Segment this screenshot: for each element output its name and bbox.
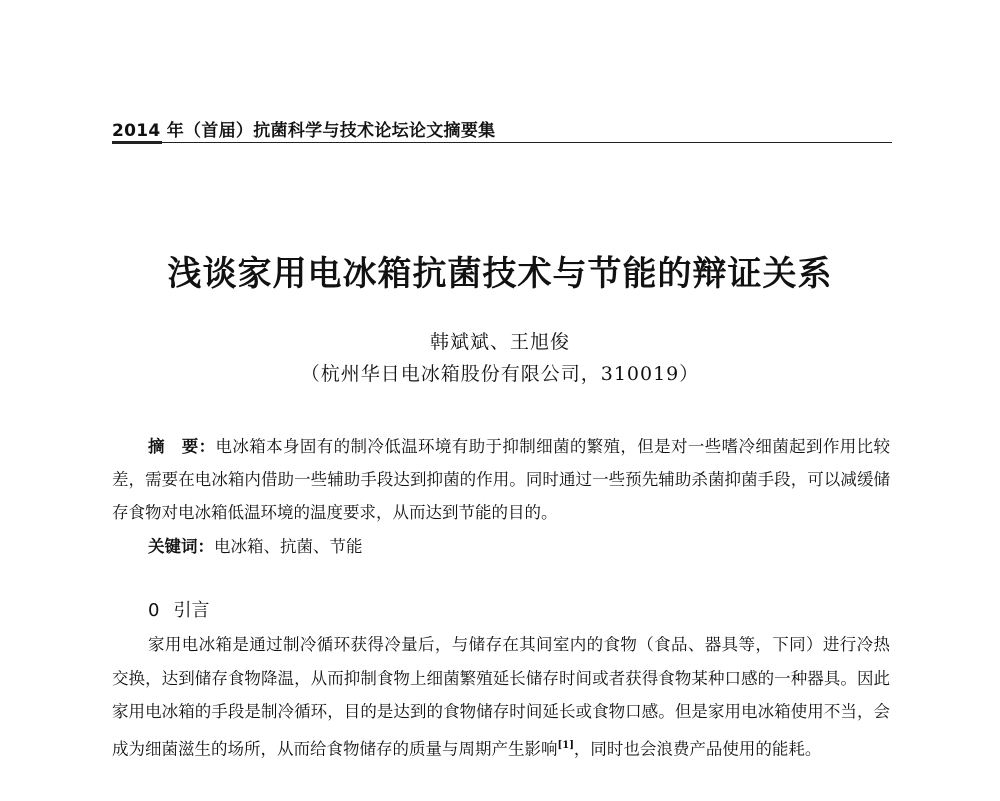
- keywords-label: 关键词：: [148, 537, 214, 556]
- citation-marker[interactable]: [1]: [557, 739, 574, 751]
- header-rule-accent: [112, 141, 162, 144]
- paper-title: 浅谈家用电冰箱抗菌技术与节能的辩证关系: [167, 254, 833, 294]
- section-title: 引言: [173, 600, 210, 621]
- section-heading: [148, 596, 209, 622]
- header-rule: [112, 142, 892, 143]
- abstract-text: 电冰箱本身固有的制冷低温环境有助于抑制细菌的繁殖，但是对一些嗜冷细菌起到作用比较差，需要在电冰箱内借助一些辅助手段达到抑菌的作用。同时通过一些预先辅助杀菌抑菌手段，可以减缓储存食物对电冰箱低温环境的温度要求，从而达到节能的目的。: [112, 437, 891, 522]
- section-number: 0: [148, 600, 160, 621]
- abstract: [112, 430, 890, 529]
- paper-affiliation: （杭州华日电冰箱股份有限公司，310019）: [300, 363, 700, 385]
- body-paragraph: [112, 628, 890, 766]
- paper-authors: 韩斌斌、王旭俊: [429, 331, 570, 353]
- keywords: [148, 530, 888, 563]
- body-text-part1: 家用电冰箱是通过制冷循环获得冷量后，与储存在其间室内的食物（食品、器具等，下同）进行冷热交换，达到储存食物降温，从而抑制食物上细菌繁殖延长储存时间或者获得食物某种口感的一种器具。因此家用电冰箱的手段是制冷循环，目的是达到的食物储存时间延长或食物口感。但是家用电冰箱使用不当，会成为细菌滋生的场所，从而给食物储存的质量与周期产生影响: [112, 635, 890, 758]
- body-text-part2: ，同时也会浪费产品使用的能耗。: [573, 739, 822, 758]
- running-header: 2014 年（首届）抗菌科学与技术论坛论文摘要集: [112, 121, 496, 141]
- abstract-label: 摘 要：: [148, 437, 216, 456]
- keywords-text: 电冰箱、抗菌、节能: [214, 537, 363, 556]
